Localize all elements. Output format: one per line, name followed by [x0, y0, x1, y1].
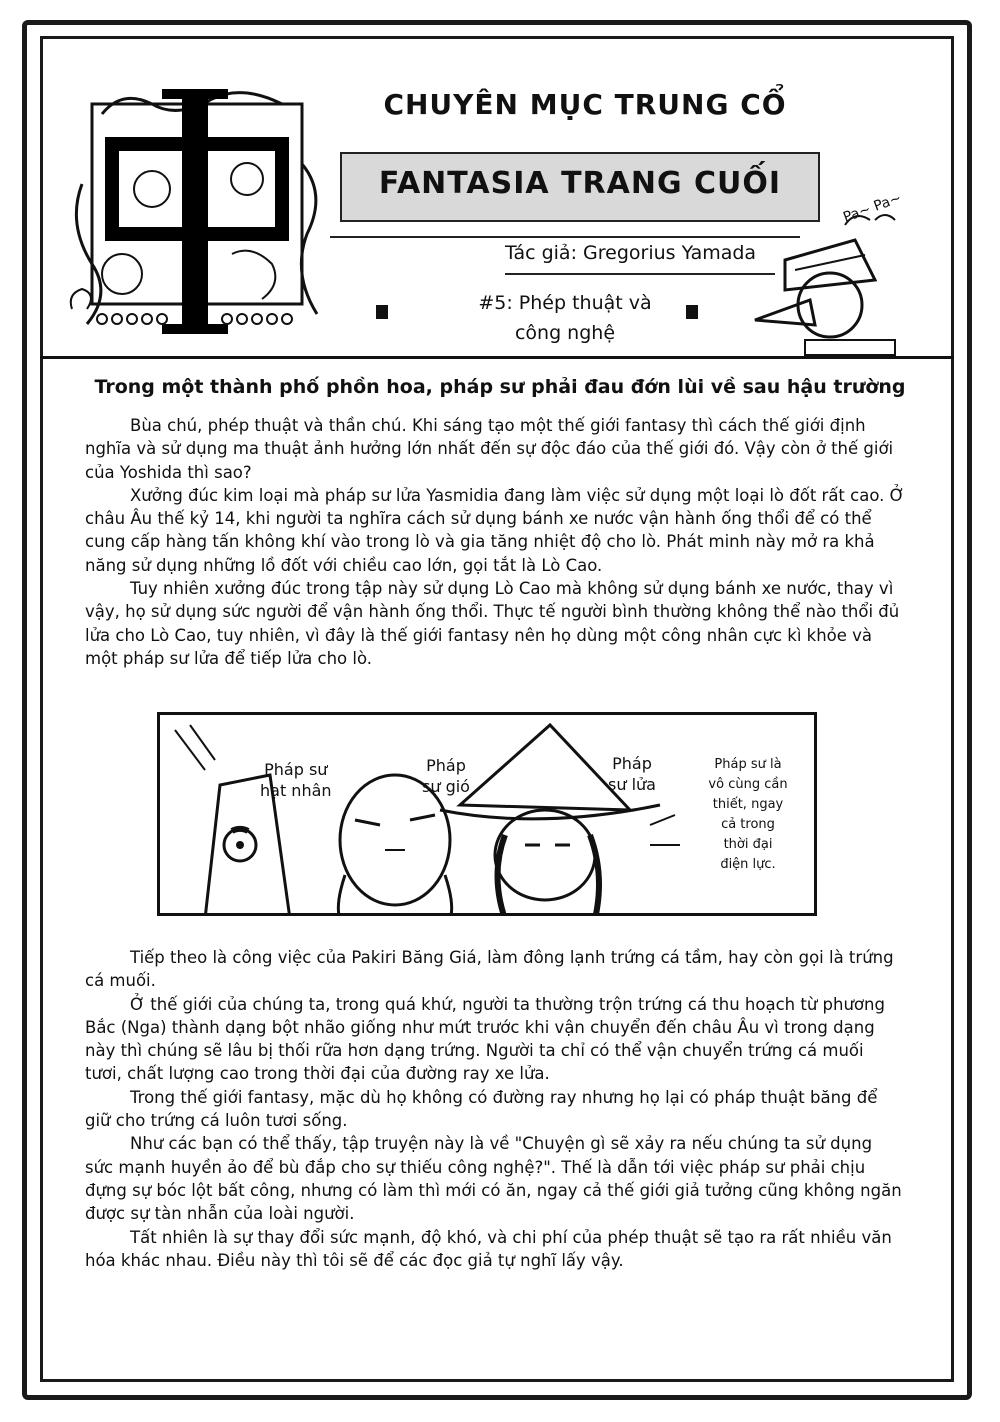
- paragraph: Bùa chú, phép thuật và thần chú. Khi sáng tạo một thế giới fantasy thì cách thế giới định nghĩa và sử dụng ma thuật ảnh hưởng lớn nhất đến sự độc đáo của thế giới đó. Vậy còn ở thế giới của Yoshida thì sao?: [85, 416, 894, 482]
- episode-line-2: công nghệ: [514, 322, 616, 344]
- trumpeter-character-illustration: [745, 200, 925, 360]
- label-line: hạt nhân: [260, 781, 332, 800]
- label-nuclear-mage: [260, 759, 332, 801]
- label-line: Pháp sư: [264, 760, 328, 779]
- label-line: Pháp: [612, 754, 652, 773]
- sound-effect-text: Pa~ Pa~: [841, 190, 904, 226]
- note-line: cả trong: [721, 817, 775, 832]
- header-divider: [40, 356, 954, 359]
- label-line: Pháp: [426, 756, 466, 775]
- paragraph: Tuy nhiên xưởng đúc trong tập này sử dụng Lò Cao mà không sử dụng bánh xe nước, thay vì vậy, họ sử dụng sức người để vận hành ống thổi. Thực tế người bình thường không thể nào thổi đủ lửa cho Lò Cao, tuy nhiên, vì đây là thế giới fantasy nên họ dùng một công nhân cực kì khỏe và một pháp sư lửa để tiếp lửa cho lò.: [85, 579, 900, 668]
- label-wind-mage: [422, 755, 470, 797]
- paragraph: Xưởng đúc kim loại mà pháp sư lửa Yasmidia đang làm việc sử dụng một loại lò đốt rất cao. Ở châu Âu thế kỷ 14, khi người ta nghĩra cách sử dụng bánh xe nước vận hành ống thổi để có thể cung cấp hàng tấn không khí vào trong lò và gia tăng nhiệt độ cho lò. Phát minh này mở ra khả năng sử dụng những lồ đốt với chiều cao lớn, gọi tắt là Lò Cao.: [85, 485, 905, 575]
- paragraph: Tiếp theo là công việc của Pakiri Băng Giá, làm đông lạnh trứng cá tầm, hay còn gọi là trứng cá muối.: [85, 948, 894, 991]
- paragraph: Trong thế giới fantasy, mặc dù họ không có đường ray nhưng họ lại có pháp thuật băng để giữ cho trứng cá luôn tươi sống.: [85, 1087, 878, 1131]
- episode-title: [410, 288, 720, 348]
- article-subtitle: Trong một thành phố phồn hoa, pháp sư phải đau đớn lùi về sau hậu trường: [94, 376, 906, 398]
- note-line: điện lực.: [720, 857, 776, 872]
- side-note: [698, 755, 798, 875]
- label-line: sư gió: [422, 777, 470, 796]
- label-line: sư lửa: [608, 775, 656, 794]
- page-title: FANTASIA TRANG CUỐI: [378, 166, 782, 201]
- paragraph: Như các bạn có thể thấy, tập truyện này là về "Chuyện gì sẽ xảy ra nếu chúng ta sử dụng sức mạnh huyền ảo để bù đắp cho sự thiếu công nghệ?". Thế là dẫn tới việc pháp sư phải chịu đựng sự bóc lột bất công, nhưng có làm thì mới có ăn, ngay cả thế giới giả tưởng cũng không ngăn được sự tàn nhẫn của loài người.: [85, 1134, 902, 1224]
- divider: [505, 273, 775, 275]
- note-line: thiết, ngay: [712, 797, 784, 812]
- label-fire-mage: [608, 753, 656, 795]
- author-credit: Tác giả: Gregorius Yamada: [505, 242, 757, 264]
- illuminated-initial-illustration: [62, 64, 332, 344]
- article-body-top: [85, 414, 905, 670]
- note-line: thời đại: [723, 837, 773, 852]
- bullet-marker: [376, 305, 388, 319]
- note-line: vô cùng cần: [708, 777, 788, 792]
- article-body-bottom: [85, 946, 905, 1272]
- comic-panel: [157, 712, 817, 916]
- episode-line-1: #5: Phép thuật và: [478, 292, 652, 314]
- divider: [330, 236, 800, 238]
- note-line: Pháp sư là: [714, 757, 782, 772]
- series-title: CHUYÊN MỤC TRUNG CỔ: [383, 88, 787, 121]
- paragraph: Tất nhiên là sự thay đổi sức mạnh, độ khó, và chi phí của phép thuật sẽ tạo ra rất nhiều văn hóa khác nhau. Điều này thì tôi sẽ để các đọc giả tự nghĩ lấy vậy.: [85, 1227, 892, 1270]
- paragraph: Ở thế giới của chúng ta, trong quá khứ, người ta thường trộn trứng cá thu hoạch từ phương Bắc (Nga) thành dạng bột nhão giống như mứt trước khi vận chuyển đến châu Âu vì trong dạng này thì chúng sẽ lâu bị thối rữa hơn dạng trứng. Người ta chỉ có thể vận chuyển trứng cá muối tươi, chất lượng cao trong thời đại của đường ray xe lửa.: [85, 994, 885, 1084]
